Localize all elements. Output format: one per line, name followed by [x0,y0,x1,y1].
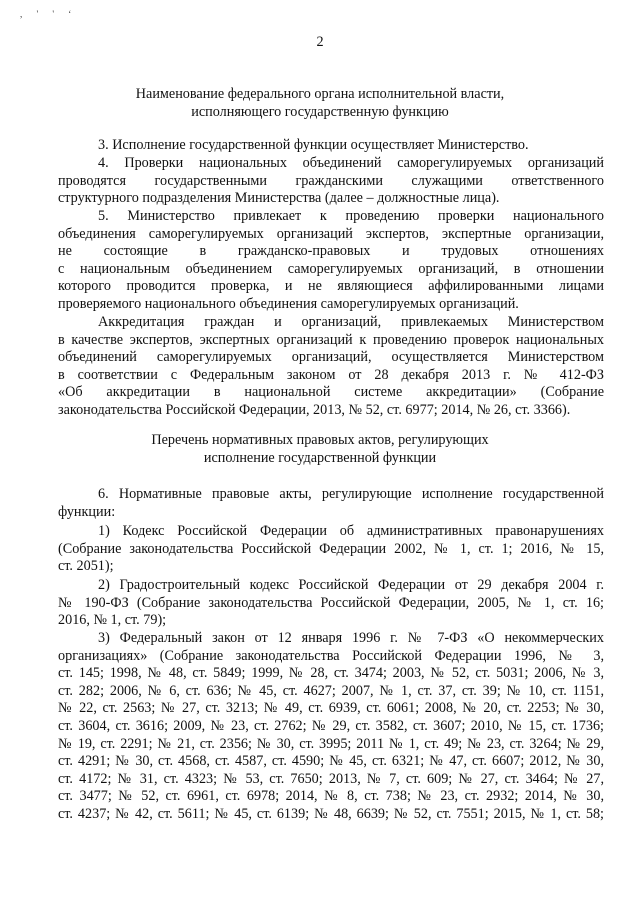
text-line: № 19, ст. 2291; № 21, ст. 2356; № 30, ст. 3995; 2011 № 1, ст. 49; № 23, ст. 3264; № 29, [58,735,604,752]
text-line: в качестве экспертов, экспертных организаций к проведению проверок национальных [58,331,604,348]
page-number: 2 [316,34,324,50]
paragraph-accreditation [58,314,604,420]
heading-line: Перечень нормативных правовых актов, регулирующих [151,432,489,448]
text-line: 1) Кодекс Российской Федерации об административных правонарушениях [98,523,604,539]
text-line: законодательства Российской Федерации, 2013, № 52, ст. 6977; 2014, № 26, ст. 3366). [58,401,571,418]
heading-line: исполнение государственной функции [203,449,437,466]
paragraph-4 [58,155,604,208]
text-line: объединения саморегулируемых организаций экспертов, экспертные организации, [58,225,604,242]
text-line: структурного подразделения Министерства (далее – должностные лица). [58,190,500,207]
section-heading-authority [0,86,640,121]
text-line: функции: [58,503,116,520]
paragraph-5 [58,208,604,314]
text-line: ст. 4172; № 31, ст. 4323; № 53, ст. 7650; 2013, № 7, ст. 609; № 27, ст. 3464; № 27, [58,770,604,787]
text-line: 3. Исполнение государственной функции осуществляет Министерство. [98,137,529,153]
section-heading-legal-acts [0,432,640,467]
text-line: проводятся государственными гражданскими служащими ответственного [58,172,604,189]
text-line: 2) Градостроительный кодекс Российской Федерации от 29 декабря 2004 г. [98,577,604,593]
heading-line: Наименование федерального органа исполнительной власти, [135,86,505,102]
text-line: № 22, ст. 2563; № 27, ст. 3213; № 49, ст. 6939, ст. 6061; 2008, № 20, ст. 2253; № 30, [58,700,604,717]
text-line: с национальным объединением саморегулируемых организаций, в отношении [58,260,604,277]
scan-marks: , ' ' ‘ [20,9,78,19]
text-line: 6. Нормативные правовые акты, регулирующие исполнение государственной [98,486,604,502]
text-line: 5. Министерство привлекает к проведению проверки национального [98,208,604,224]
text-line: 2016, № 1, ст. 79); [58,612,167,629]
text-line: ст. 2051); [58,558,114,575]
text-line: ст. 282; 2006, № 6, ст. 636; № 45, ст. 4627; 2007, № 1, ст. 37, ст. 39; № 10, ст. 1151, [58,682,604,699]
text-line: № 190-ФЗ (Собрание законодательства Российской Федерации, 2005, № 1, ст. 16; [58,594,604,611]
text-line: не состоящие в гражданско-правовых и трудовых отношениях [58,243,604,260]
text-line: объединений саморегулируемых организаций, осуществляется Министерством [58,349,604,366]
paragraph-6-item-2 [58,577,604,630]
paragraph-6-item-1 [58,523,604,576]
text-line: Аккредитация граждан и организаций, привлекаемых Министерством [98,314,604,330]
text-line: организациях» (Собрание законодательства Российской Федерации 1996, № 3, [58,647,604,664]
text-line: 3) Федеральный закон от 12 января 1996 г. № 7-ФЗ «О некоммерческих [98,630,604,646]
text-line: ст. 4291; № 30, ст. 4568, ст. 4587, ст. 4590; № 45, ст. 6321; № 47, ст. 6607; 2012, № 30, [58,753,604,770]
paragraph-3 [58,137,604,155]
text-line: 4. Проверки национальных объединений саморегулируемых организаций [98,155,604,171]
text-line: ст. 3477; № 52, ст. 6961, ст. 6978; 2014, № 8, ст. 738; № 23, ст. 2932; 2014, № 30, [58,788,604,805]
text-line: (Собрание законодательства Российской Федерации 2002, № 1, ст. 1; 2016, № 15, [58,540,604,557]
text-line: проверяемого национального объединения саморегулируемых организаций. [58,295,519,312]
text-line: которого проводится проверка, и не являющиеся аффилированными лицами [58,278,604,295]
text-line: в соответствии с Федеральным законом от 28 декабря 2013 г. № 412-ФЗ [58,366,604,383]
paragraph-6 [58,486,604,521]
text-line: «Об аккредитации в национальной системе аккредитации» (Собрание [58,384,604,401]
text-line: ст. 145; 1998, № 48, ст. 5849; 1999, № 28, ст. 3474; 2003, № 52, ст. 5031; 2006, № 3, [58,665,604,682]
heading-line: исполняющего государственную функцию [191,103,449,120]
paragraph-6-item-3 [58,630,604,824]
text-line: ст. 3604, ст. 3616; 2009, № 23, ст. 2762; № 29, ст. 3582, ст. 3607; 2010, № 15, ст. 1736; [58,717,604,734]
text-line: ст. 4237; № 42, ст. 5611; № 45, ст. 6139; № 48, 6639; № 52, ст. 7551; 2015, № 1, ст. 58; [58,805,604,822]
